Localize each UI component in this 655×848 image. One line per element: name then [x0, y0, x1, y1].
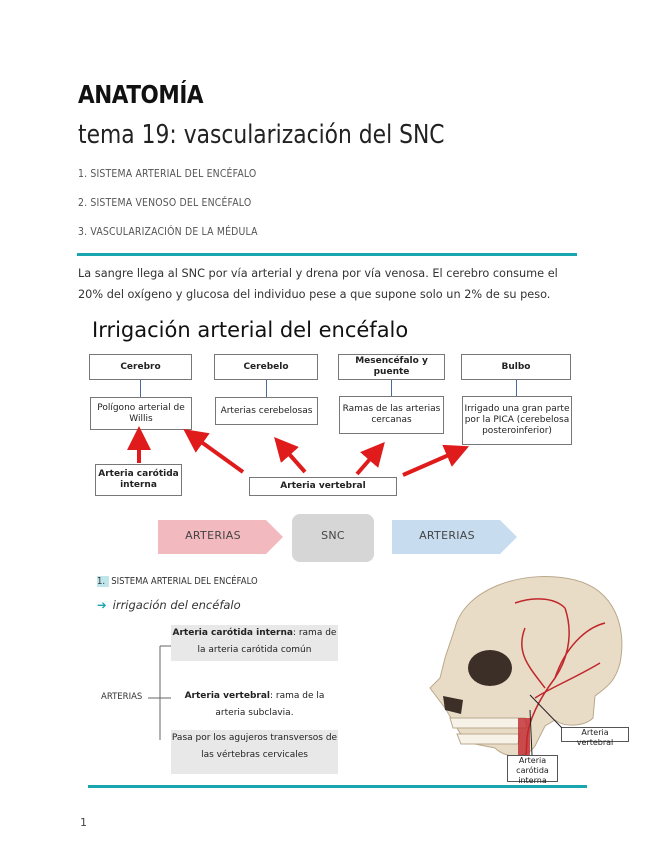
upper-teeth: [450, 718, 527, 728]
branch-vertebral-note: [171, 730, 338, 774]
toc-item: 1. SISTEMA ARTERIAL DEL ENCÉFALO: [78, 167, 257, 180]
arrow-to-cerebro-from-vertebral: [193, 436, 243, 472]
region-label: Cerebro: [120, 361, 161, 372]
flow-text: ARTERIAS: [185, 529, 241, 542]
callout-text: Arteria carótida interna: [516, 756, 549, 785]
arrow-to-bulbo: [403, 451, 458, 475]
source-label: Arteria vertebral: [280, 481, 366, 491]
region-label: Bulbo: [501, 361, 531, 372]
eye-socket: [468, 650, 512, 686]
desc-text: Irrigado una gran parte por la PICA (cerebelosa posteroinferior): [464, 404, 570, 436]
section-heading: [97, 576, 258, 587]
page-number: 1: [80, 816, 87, 829]
flow-text: SNC: [321, 529, 345, 542]
arrow-to-cerebelo: [282, 446, 305, 472]
toc-item: 3. VASCULARIZACIÓN DE LA MÉDULA: [78, 225, 258, 238]
intro-paragraph: La sangre llega al SNC por vía arterial y drena por vía venosa. El cerebro consume el 20% del oxígeno y glucosa del individuo pese a que supone solo un 2% de su peso.: [78, 267, 558, 301]
region-label: Mesencéfalo y puente: [355, 356, 428, 377]
tree-root-label: ARTERIAS: [101, 692, 143, 702]
flow-label-left: [158, 520, 268, 554]
arrow-icon: ➔: [97, 598, 107, 612]
desc-text: Ramas de las arterias cercanas: [342, 404, 441, 425]
toc-item: 2. SISTEMA VENOSO DEL ENCÉFALO: [78, 196, 252, 209]
branch-title: Arteria carótida interna: [172, 628, 293, 638]
subheading-text: irrigación del encéfalo: [112, 598, 241, 612]
callout-leaders: [520, 690, 620, 760]
branch-vertebral: [171, 688, 338, 724]
subheading: [97, 598, 241, 612]
note-text: Pasa por los agujeros transversos de las vértebras cervicales: [171, 733, 338, 760]
arrow-to-mesencefalo: [357, 451, 377, 474]
document-subtitle: tema 19: vascularización del SNC: [78, 120, 445, 150]
diagram-title: Irrigación arterial del encéfalo: [92, 318, 409, 342]
section-number: 1.: [97, 576, 109, 587]
desc-text: Arterias cerebelosas: [220, 405, 313, 416]
branch-title: Arteria vertebral: [184, 691, 270, 701]
branch-carotid: [171, 625, 338, 661]
section-label: SISTEMA ARTERIAL DEL ENCÉFALO: [111, 576, 258, 587]
flow-label-right: [392, 520, 502, 554]
lower-teeth: [457, 734, 520, 744]
flow-text: ARTERIAS: [419, 529, 475, 542]
document-title: ANATOMÍA: [78, 80, 204, 109]
region-label: Cerebelo: [243, 361, 289, 372]
branch-text: : rama de la arteria carótida común: [197, 628, 337, 655]
branch-text: : rama de la arteria subclavia.: [215, 691, 325, 718]
bottom-divider: [88, 785, 587, 788]
desc-text: Polígono arterial de Willis: [97, 402, 185, 424]
source-label: Arteria carótida interna: [98, 469, 179, 490]
flow-label-middle: [292, 520, 374, 554]
callout-text: Arteria vertebral: [576, 728, 614, 747]
